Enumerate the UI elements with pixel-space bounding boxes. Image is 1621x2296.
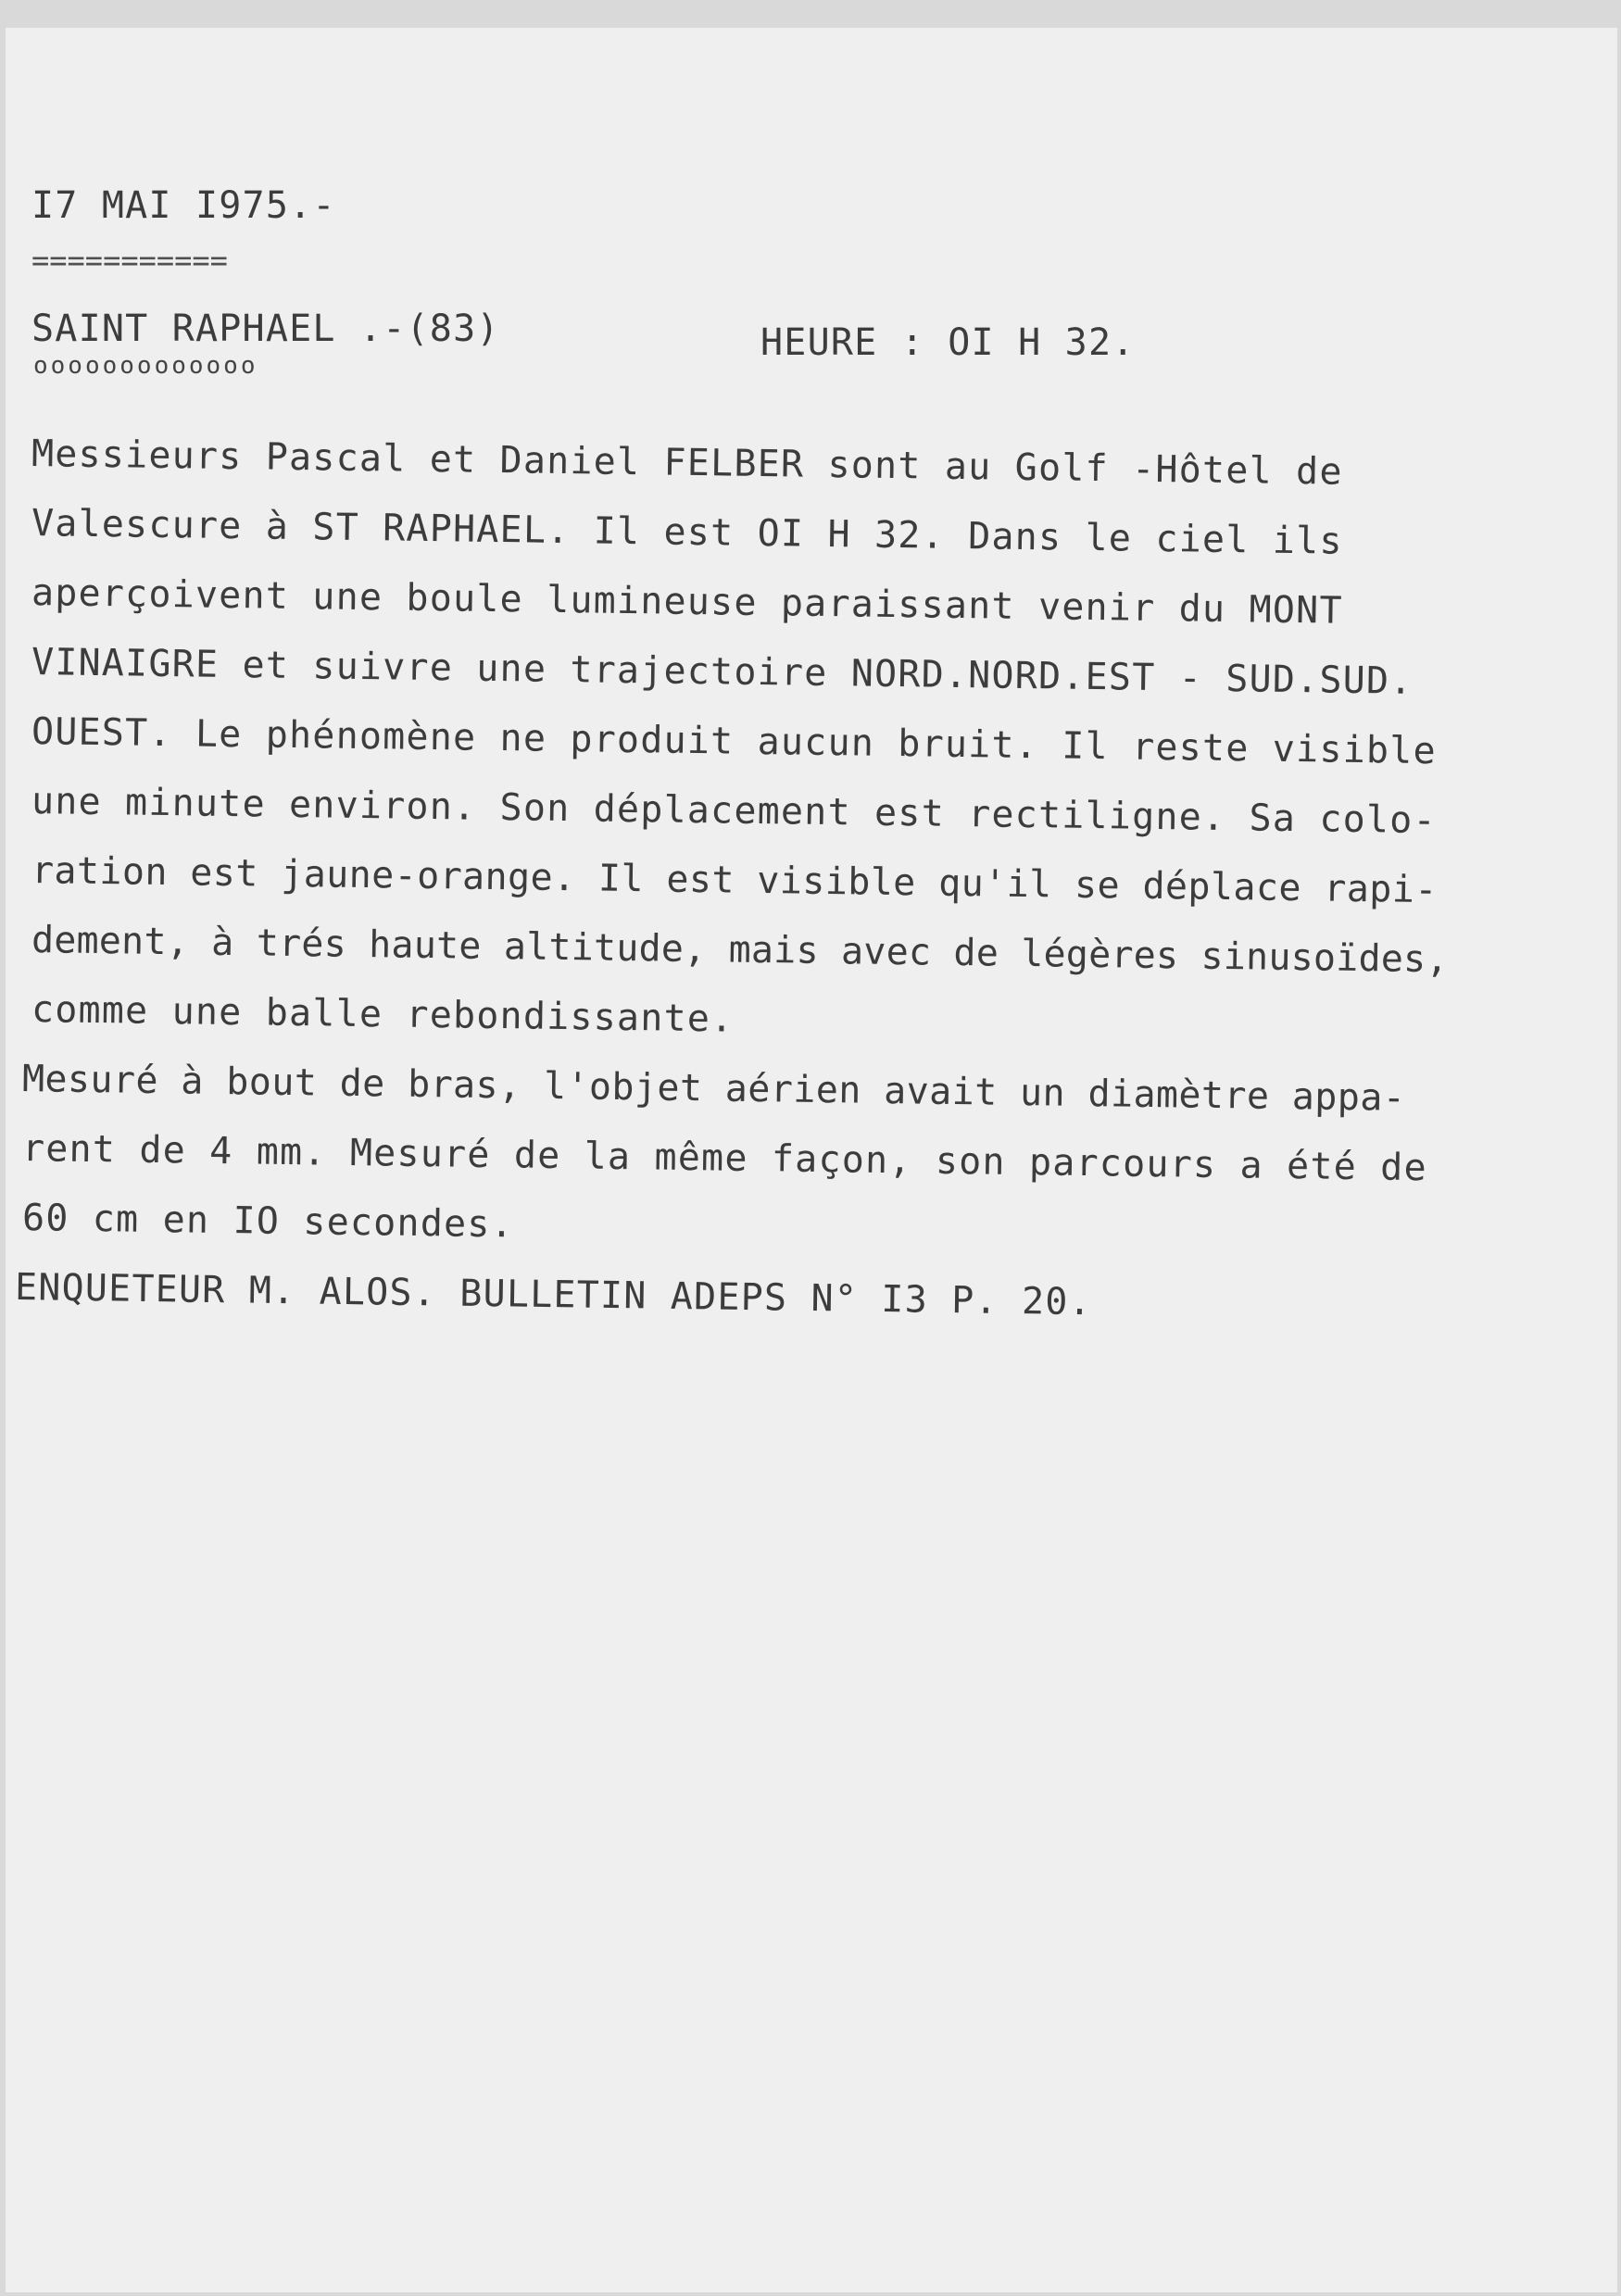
- body-line-4: VINAIGRE et suivre une trajectoire NORD.NORD.EST - SUD.SUD.: [31, 641, 1414, 703]
- body-line-13: ENQUETEUR M. ALOS. BULLETIN ADEPS N° I3 P. 20.: [14, 1266, 1093, 1324]
- body-line-5: OUEST. Le phénomène ne produit aucun bruit. Il reste visible: [31, 710, 1438, 773]
- body-line-10: Mesuré à bout de bras, l'objet aérien avait un diamètre appa-: [21, 1058, 1406, 1120]
- document-page: [6, 28, 1617, 2292]
- body-line-6: une minute environ. Son déplacement est rectiligne. Sa colo-: [31, 780, 1438, 843]
- report-location: SAINT RAPHAEL .-(83): [31, 307, 500, 350]
- body-line-8: dement, à trés haute altitude, mais avec de légères sinusoïdes,: [31, 919, 1449, 982]
- body-line-9: comme une balle rebondissante.: [31, 988, 735, 1041]
- report-time: HEURE : OI H 32.: [760, 321, 1136, 364]
- body-line-2: Valescure à ST RAPHAEL. Il est OI H 32. Dans le ciel ils: [31, 502, 1343, 563]
- body-line-1: Messieurs Pascal et Daniel FELBER sont au Golf -Hôtel de: [31, 433, 1343, 494]
- report-date: I7 MAI I975.-: [31, 184, 336, 227]
- date-underline: ===========: [31, 243, 228, 278]
- body-line-7: ration est jaune-orange. Il est visible qu'il se déplace rapi-: [31, 849, 1439, 912]
- body-line-3: aperçoivent une boule lumineuse paraissant venir du MONT: [31, 571, 1343, 633]
- body-line-11: rent de 4 mm. Mesuré de la même façon, son parcours a été de: [21, 1127, 1428, 1190]
- location-underline: ooooooooooooo: [33, 352, 258, 380]
- body-line-12: 60 cm en IO secondes.: [21, 1197, 515, 1247]
